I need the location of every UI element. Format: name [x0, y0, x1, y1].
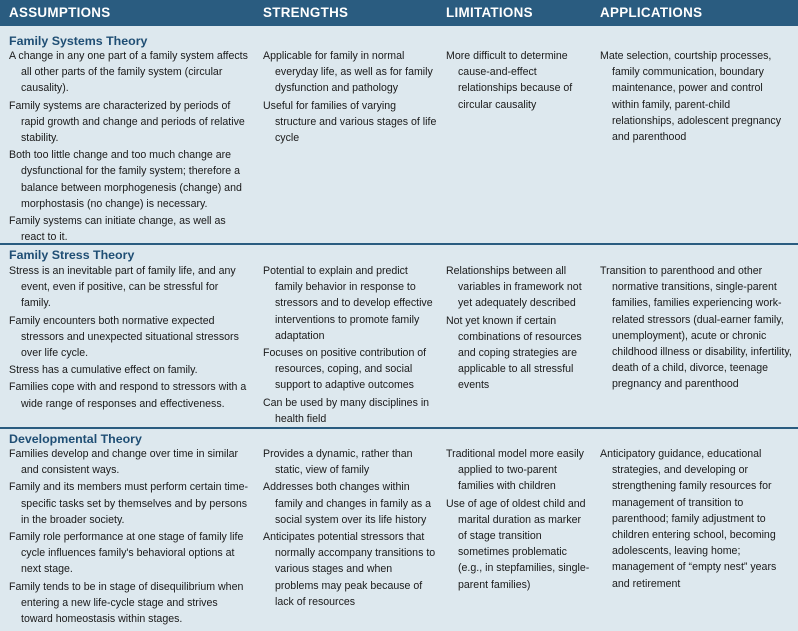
strength-item: Potential to explain and predict family behavior in response to stressors and to develop effective interventions to promote family adaptation — [263, 265, 433, 342]
application-item: Mate selection, courtship processes, family communication, boundary maintenance, power and control within family, parent-child relationships, adolescent pregnancy and parenthood — [600, 50, 782, 144]
assumptions-cell — [9, 48, 249, 246]
applications-cell — [600, 48, 792, 146]
strength-item: Anticipates potential stressors that normally accompany transitions to various stages and when problems may peak because of lack of resources — [263, 531, 436, 608]
strengths-cell — [263, 263, 438, 428]
strength-item: Useful for families of varying structure and various stages of life cycle — [263, 99, 437, 145]
limitation-item: Use of age of oldest child and marital duration as marker of stage transition sometimes problematic (e.g., in stepfamilies, single-parent families) — [446, 497, 590, 591]
assumption-item: Family encounters both normative expected stressors and unexpected situational stressors over life cycle. — [9, 314, 239, 360]
assumption-item: Stress has a cumulative effect on family. — [9, 364, 198, 377]
assumption-item: Family systems can initiate change, as well as react to it. — [9, 215, 226, 244]
application-item: Anticipatory guidance, educational strategies, and developing or strengthening family resources for management of transition to parenthood; family adjustment to children entering school, becoming adolescents, leaving home; management of “empty nest” years and retirement — [600, 448, 777, 590]
assumptions-cell — [9, 263, 249, 413]
strength-item: Applicable for family in normal everyday life, as well as for family dysfunction and pathology — [263, 50, 433, 95]
limitations-cell — [446, 263, 590, 395]
applications-cell — [600, 446, 792, 593]
assumption-item: Families cope with and respond to stressors with a wide range of responses and effectiveness. — [9, 381, 247, 410]
assumption-item: Families develop and change over time in similar and consistent ways. — [9, 448, 239, 477]
applications-cell — [600, 263, 792, 394]
section-title: Family Stress Theory — [9, 248, 135, 262]
header-limitations: LIMITATIONS — [446, 5, 533, 20]
assumptions-cell — [9, 446, 249, 628]
section-divider — [0, 427, 798, 429]
limitations-cell — [446, 48, 590, 114]
limitation-item: Traditional model more easily applied to two-parent families with children — [446, 448, 584, 493]
section-title: Family Systems Theory — [9, 34, 148, 48]
assumption-item: Family systems are characterized by periods of rapid growth and change and periods of relative stability. — [9, 99, 245, 145]
strength-item: Provides a dynamic, rather than static, view of family — [263, 448, 413, 477]
table-header — [0, 0, 798, 26]
header-assumptions: ASSUMPTIONS — [9, 5, 111, 20]
strength-item: Focuses on positive contribution of resources, coping, and social support to adaptive outcomes — [263, 347, 427, 392]
assumption-item: Both too little change and too much change are dysfunctional for the family system; therefore a balance between morphogenesis (change) and morphostasis (no change) is necessary. — [9, 149, 242, 210]
assumption-item: Family and its members must perform certain time-specific tasks set by themselves and by persons in the broader society. — [9, 481, 249, 526]
assumption-item: Stress is an inevitable part of family life, and any event, even if positive, can be stressful for family. — [9, 265, 236, 310]
strengths-cell — [263, 446, 438, 611]
limitation-item: Relationships between all variables in framework not yet adequately described — [446, 265, 582, 310]
strength-item: Can be used by many disciplines in health field — [263, 396, 430, 425]
section-divider — [0, 243, 798, 245]
strengths-cell — [263, 48, 438, 147]
limitation-item: More difficult to determine cause-and-effect relationships because of circular causality — [446, 50, 573, 111]
limitation-item: Not yet known if certain combinations of resources and coping strategies are applicable to all stressful events — [446, 314, 582, 392]
assumption-item: Family tends to be in stage of disequilibrium when entering a new life-cycle stage and strives toward homeostasis within stages. — [9, 580, 244, 626]
header-strengths: STRENGTHS — [263, 5, 349, 20]
assumption-item: A change in any one part of a family system affects all other parts of the family system (circular causality). — [9, 50, 248, 95]
strength-item: Addresses both changes within family and changes in family as a social system over its life history — [263, 481, 432, 526]
limitations-cell — [446, 446, 590, 594]
application-item: Transition to parenthood and other normative transitions, single-parent families, families experiencing work-related stressors (dual-earner family, unemployment), acute or chronic childhood illness or disability, infertility, death of a child, divorce, teenage pregnancy and parenthood — [600, 265, 792, 391]
assumption-item: Family role performance at one stage of family life cycle influences family's behavioral options at next stage. — [9, 531, 244, 576]
header-applications: APPLICATIONS — [600, 5, 703, 20]
section-title: Developmental Theory — [9, 432, 142, 446]
